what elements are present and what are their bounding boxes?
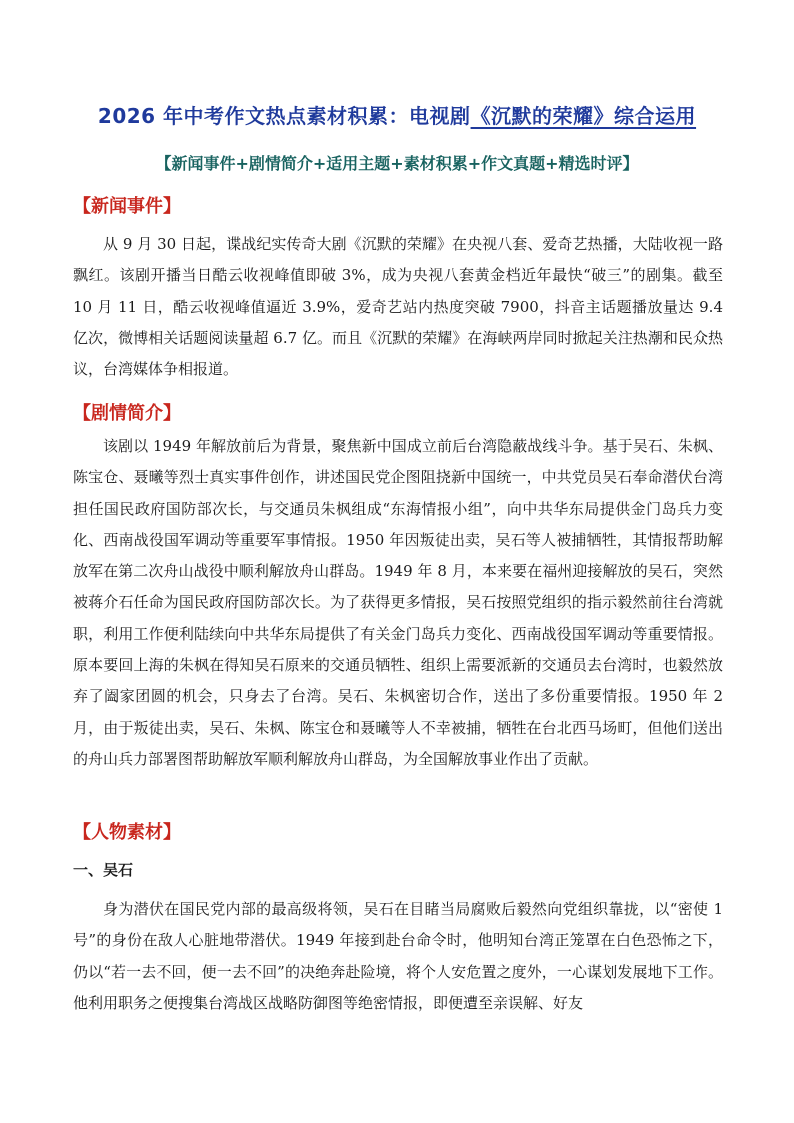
- paragraph-wu-shi: 身为潜伏在国民党内部的最高级将领，吴石在目睹当局腐败后毅然向党组织靠拢，以“密使 1 号”的身份在敌人心脏地带潜伏。1949 年接到赴台命令时，他明知台湾正笼罩在白色恐怖之下，仍以“若一去不回，便一去不回”的决绝奔赴险境，将个人安危置之度外，一心谋划发展地下工作。他利用职务之便搜集台湾战区战略防御图等绝密情报，即便遭至亲误解、好友: [73, 900, 723, 1012]
- title-underlined: 《沉默的荣耀》综合运用: [470, 104, 697, 128]
- paragraph-news: 从 9 月 30 日起，谍战纪实传奇大剧《沉默的荣耀》在央视八套、爱奇艺热播，大陆收视一路飘红。该剧开播当日酷云收视峰值即破 3%，成为央视八套黄金档近年最快“破三”的剧集。截至 10 月 11 日，酷云收视峰值逼近 3.9%，爱奇艺站内热度突破 7900，抖音主话题播放量达 9.4 亿次，微博相关话题阅读量超 6.7 亿。而且《沉默的荣耀》在海峡两岸同时掀起关注热潮和民众热议，台湾媒体争相报道。: [73, 235, 723, 379]
- page-subtitle: 【新闻事件+剧情简介+适用主题+素材积累+作文真题+精选时评】: [155, 154, 639, 173]
- page-title: [0, 100, 794, 129]
- title-prefix: 2026 年中考作文热点素材积累：电视剧: [97, 104, 471, 128]
- sub-heading-wu-shi: 一、吴石: [73, 861, 134, 879]
- paragraph-plot: 该剧以 1949 年解放前后为背景，聚焦新中国成立前后台湾隐蔽战线斗争。基于吴石、朱枫、陈宝仓、聂曦等烈士真实事件创作，讲述国民党企图阻挠新中国统一，中共党员吴石奉命潜伏台湾担任国民政府国防部次长，与交通员朱枫组成“东海情报小组”，向中共华东局提供金门岛兵力变化、西南战役国军调动等重要军事情报。1950 年因叛徒出卖，吴石等人被捕牺牲，其情报帮助解放军在第二次舟山战役中顺利解放舟山群岛。1949 年 8 月，本来要在福州迎接解放的吴石，突然被蒋介石任命为国民政府国防部次长。为了获得更多情报，吴石按照党组织的指示毅然前往台湾就职，利用工作便利陆续向中共华东局提供了有关金门岛兵力变化、西南战役国军调动等重要情报。原本要回上海的朱枫在得知吴石原来的交通员牺牲、组织上需要派新的交通员去台湾时，也毅然放弃了阖家团圆的机会，只身去了台湾。吴石、朱枫密切合作，送出了多份重要情报。1950 年 2 月，由于叛徒出卖，吴石、朱枫、陈宝仓和聂曦等人不幸被捕，牺牲在台北西马场町，但他们送出的舟山兵力部署图帮助解放军顺利解放舟山群岛，为全国解放事业作出了贡献。: [73, 437, 723, 768]
- section-heading-plot: 【剧情简介】: [73, 403, 181, 424]
- section-heading-people: 【人物素材】: [73, 822, 181, 843]
- section-heading-news: 【新闻事件】: [73, 196, 181, 217]
